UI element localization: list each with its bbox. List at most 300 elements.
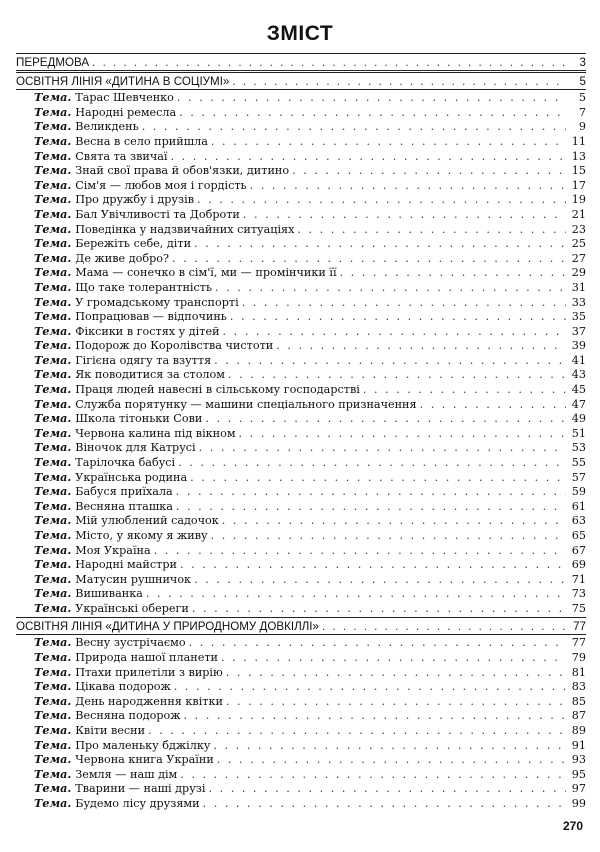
toc-topic-title: Великдень	[75, 120, 139, 134]
toc-topic-label	[16, 105, 176, 120]
toc-topic[interactable]	[16, 222, 586, 237]
dot-leader	[211, 135, 566, 149]
toc-topic-label	[16, 470, 187, 485]
tema-prefix: Тема.	[34, 586, 72, 601]
tema-prefix: Тема.	[34, 221, 72, 236]
toc-topic-title: Бал Увічливості та Доброти	[75, 207, 240, 221]
toc-topic-page: 99	[571, 796, 586, 810]
toc-topic-label	[16, 723, 145, 738]
toc-topic-label	[16, 178, 247, 193]
tema-prefix: Тема.	[34, 279, 72, 294]
toc-topic[interactable]	[16, 310, 586, 325]
toc-topic-label	[16, 265, 337, 280]
toc-topic-page: 65	[571, 529, 586, 542]
toc-topic-page: 87	[571, 709, 586, 723]
toc-topic-page: 59	[571, 485, 586, 499]
tema-prefix: Тема.	[34, 600, 72, 615]
tema-prefix: Тема.	[34, 133, 72, 148]
toc-topic-title: Свята та звичаї	[75, 149, 168, 163]
toc-topic-title: Служба порятунку — машини спеціального призначення	[75, 397, 417, 411]
toc-topic-title: Мій улюблений садочок	[75, 514, 219, 528]
toc-topic-title: Мама — сонечко в сім'ї, ми — промінчики її	[75, 266, 337, 280]
toc-topic-label	[16, 708, 181, 723]
toc-topic[interactable]	[16, 280, 586, 295]
toc-topic-title: Червона калина під вікном	[75, 426, 236, 440]
tema-prefix: Тема.	[34, 396, 72, 411]
tema-prefix: Тема.	[34, 192, 72, 207]
tema-prefix: Тема.	[34, 528, 72, 542]
tema-prefix: Тема.	[34, 484, 72, 499]
dot-leader	[170, 150, 566, 164]
tema-prefix: Тема.	[34, 323, 72, 338]
toc-topic-label	[16, 367, 225, 382]
toc-topic-page: 91	[571, 738, 586, 752]
toc-topic-label	[16, 455, 175, 470]
toc-topic-label	[16, 665, 223, 680]
toc-topic-title: День народження квітки	[75, 694, 223, 708]
toc-topic-title: Гігієна одягу та взуття	[75, 353, 212, 367]
tema-prefix: Тема.	[34, 177, 72, 192]
toc-topic-label	[16, 309, 227, 324]
toc-topic-page: 89	[571, 723, 586, 737]
toc-topic-label	[16, 280, 212, 295]
toc-topic-title: Сім'я — любов моя і гордість	[75, 178, 247, 192]
toc-section-page: 5	[579, 74, 586, 88]
tema-prefix: Тема.	[34, 766, 72, 781]
toc-topic-title: Подорож до Королівства чистоти	[75, 339, 274, 353]
toc-topic-page: 49	[571, 412, 586, 426]
toc-topic-title: Українські обереги	[75, 601, 189, 615]
toc-topic[interactable]	[16, 738, 586, 753]
toc-preface[interactable]	[16, 53, 586, 71]
dot-leader	[297, 223, 566, 237]
toc-topic-page: 19	[571, 193, 586, 207]
tema-prefix: Тема.	[34, 635, 72, 650]
toc-topic-page: 67	[571, 543, 586, 557]
toc-topic[interactable]	[16, 572, 586, 587]
toc-section-label: ОСВІТНЯ ЛІНІЯ «ДИТИНА У ПРИРОДНОМУ ДОВКІЛЛІ»	[16, 619, 319, 633]
toc-topic-label	[16, 484, 173, 499]
dot-leader	[230, 310, 566, 324]
dot-leader	[292, 164, 566, 178]
dot-leader	[205, 412, 566, 426]
toc-topic-label	[16, 426, 236, 441]
toc-topic-page: 9	[578, 120, 586, 134]
toc-topic-page: 71	[571, 572, 586, 586]
toc-topic-page: 11	[571, 134, 586, 148]
toc-topic-label	[16, 397, 417, 412]
toc-topic-label	[16, 411, 202, 426]
toc-section[interactable]	[16, 72, 586, 90]
dot-leader	[276, 339, 566, 353]
toc-topic[interactable]	[16, 514, 586, 529]
page-title: ЗМІСТ	[266, 22, 334, 45]
toc-topic[interactable]	[16, 665, 586, 680]
dot-leader	[223, 325, 566, 339]
toc-topic-title: Про маленьку бджілку	[75, 738, 211, 752]
dot-leader	[221, 651, 566, 665]
dot-leader	[180, 558, 566, 572]
toc-topic-label	[16, 513, 219, 528]
tema-prefix: Тема.	[34, 90, 72, 105]
dot-leader	[197, 193, 566, 207]
tema-prefix: Тема.	[34, 119, 72, 134]
tema-prefix: Тема.	[34, 664, 72, 679]
toc-topic-page: 21	[571, 207, 586, 221]
toc-topic-page: 23	[571, 222, 586, 236]
toc-topic-page: 45	[571, 383, 586, 397]
tema-prefix: Тема.	[34, 693, 72, 708]
toc-topic[interactable]	[16, 782, 586, 797]
dot-leader	[148, 724, 566, 738]
dot-leader	[194, 237, 566, 251]
toc-topic-title: Весну зустрічаємо	[75, 636, 186, 650]
toc-topic-label	[16, 119, 139, 134]
toc-topic[interactable]	[16, 723, 586, 738]
tema-prefix: Тема.	[34, 163, 72, 178]
dot-leader	[179, 106, 566, 120]
toc-preface-page: 3	[579, 55, 586, 69]
toc-topic-page: 33	[571, 295, 586, 309]
toc-topic-label	[16, 679, 171, 694]
toc-topic-title: Тарас Шевченко	[75, 91, 174, 105]
tema-prefix: Тема.	[34, 795, 72, 810]
toc-topic[interactable]	[16, 455, 586, 470]
toc-topic-title: Будемо лісу друзями	[75, 796, 200, 810]
toc-topic-title: Бабуся приїхала	[75, 485, 173, 499]
toc-topic-label	[16, 781, 205, 796]
toc-topic[interactable]	[16, 178, 586, 193]
toc-topic[interactable]	[16, 295, 586, 310]
dot-leader	[211, 529, 566, 543]
dot-leader	[250, 179, 566, 193]
toc-topic-label	[16, 324, 220, 339]
tema-prefix: Тема.	[34, 498, 72, 513]
tema-prefix: Тема.	[34, 469, 72, 484]
toc-topic-page: 7	[578, 105, 586, 119]
dot-leader	[184, 709, 566, 723]
toc-topic-page: 53	[571, 441, 586, 455]
tema-prefix: Тема.	[34, 236, 72, 251]
dot-leader	[172, 252, 566, 266]
tema-prefix: Тема.	[34, 425, 72, 440]
toc-topic[interactable]	[16, 134, 586, 149]
toc-topic[interactable]	[16, 753, 586, 768]
toc-topic-page: 47	[571, 397, 586, 411]
toc-topic[interactable]	[16, 426, 586, 441]
dot-leader	[242, 296, 566, 310]
toc-topic-title: Тарілочка бабусі	[75, 456, 176, 470]
toc-topic-page: 35	[571, 310, 586, 324]
dot-leader	[226, 695, 566, 709]
toc-topic-label	[16, 192, 194, 207]
toc-topic[interactable]	[16, 470, 586, 485]
toc-topic[interactable]	[16, 324, 586, 339]
toc-topic-title: Птахи прилетіли з вирію	[75, 665, 223, 679]
toc-topic-title: Квіти весни	[75, 723, 146, 737]
tema-prefix: Тема.	[34, 338, 72, 353]
toc-preface-label: ПЕРЕДМОВА	[16, 55, 90, 69]
toc-topic-label	[16, 353, 211, 368]
toc-topic-title: Про дружбу і друзів	[75, 193, 194, 207]
toc-topic-page: 79	[571, 650, 586, 664]
dot-leader	[214, 354, 566, 368]
toc-topic-page: 63	[571, 514, 586, 528]
toc-topic-label	[16, 738, 210, 753]
toc-topic[interactable]	[16, 164, 586, 179]
toc-topic[interactable]	[16, 441, 586, 456]
tema-prefix: Тема.	[34, 752, 72, 767]
toc-topic[interactable]	[16, 412, 586, 427]
toc-topic[interactable]	[16, 237, 586, 252]
toc-topic[interactable]	[16, 650, 586, 665]
toc-topic-page: 31	[571, 280, 586, 294]
toc-topic-page: 37	[571, 324, 586, 338]
toc-topic-label	[16, 694, 223, 709]
dot-leader	[226, 666, 566, 680]
toc-topic[interactable]	[16, 694, 586, 709]
toc-topic-title: Бережіть себе, діти	[75, 237, 192, 251]
toc-topic-page: 97	[571, 782, 586, 796]
tema-prefix: Тема.	[34, 649, 72, 664]
toc-topic-page: 15	[571, 164, 586, 178]
toc-topic-title: Поведінка у надзвичайних ситуаціях	[75, 222, 295, 236]
dot-leader	[177, 91, 566, 105]
tema-prefix: Тема.	[34, 513, 72, 528]
toc-topic-title: Вишиванка	[75, 587, 143, 601]
toc-topic[interactable]	[16, 767, 586, 782]
toc-topic[interactable]	[16, 105, 586, 120]
toc-section-page: 77	[573, 619, 586, 633]
toc-topic-page: 61	[571, 499, 586, 513]
toc-topic-title: Фіксики в гостях у дітей	[75, 324, 220, 338]
tema-prefix: Тема.	[34, 104, 72, 119]
toc-topic-page: 69	[571, 558, 586, 572]
toc-topic-page: 17	[571, 178, 586, 192]
toc-topic-page: 55	[571, 456, 586, 470]
dot-leader	[142, 120, 566, 134]
dot-leader	[420, 398, 566, 412]
dot-leader	[199, 441, 566, 455]
toc-topic-label	[16, 251, 169, 266]
toc-topic-page: 43	[571, 368, 586, 382]
toc-topic[interactable]	[16, 207, 586, 222]
toc-topic-label	[16, 572, 191, 587]
dot-leader	[239, 427, 566, 441]
toc-topic-label	[16, 90, 174, 105]
toc-topic-label	[16, 499, 173, 514]
tema-prefix: Тема.	[34, 294, 72, 309]
toc-topic-label	[16, 650, 218, 665]
toc-topic-page: 93	[571, 753, 586, 767]
toc-topic-title: У громадському транспорті	[75, 295, 239, 309]
dot-leader	[203, 797, 566, 811]
toc-topic-page: 77	[571, 636, 586, 650]
toc-topic[interactable]	[16, 796, 586, 811]
toc-topic-title: Школа тітоньки Сови	[75, 412, 203, 426]
toc-topic-page: 25	[571, 237, 586, 251]
dot-leader	[146, 587, 566, 601]
tema-prefix: Тема.	[34, 722, 72, 737]
toc-topic-label	[16, 222, 294, 237]
toc-topic-title: Як поводитися за столом	[75, 368, 225, 382]
toc-topic-title: Праця людей навесні в сільському господарстві	[75, 383, 360, 397]
toc-topic[interactable]	[16, 636, 586, 651]
toc-topic-label	[16, 134, 208, 149]
toc-topic[interactable]	[16, 193, 586, 208]
toc-topic-label	[16, 767, 177, 782]
tema-prefix: Тема.	[34, 352, 72, 367]
toc-topic-label	[16, 557, 177, 572]
toc-topic-page: 41	[571, 353, 586, 367]
toc-topic[interactable]	[16, 485, 586, 500]
toc-topic[interactable]	[16, 382, 586, 397]
tema-prefix: Тема.	[34, 309, 72, 324]
toc-topic-page: 83	[571, 680, 586, 694]
toc-topic[interactable]	[16, 587, 586, 602]
toc-topic-page: 13	[571, 149, 586, 163]
tema-prefix: Тема.	[34, 206, 72, 221]
toc-topic-title: Моя Україна	[75, 543, 151, 557]
dot-leader	[189, 636, 566, 650]
dot-leader	[190, 471, 566, 485]
toc-topic-title: Весняна подорож	[75, 709, 181, 723]
toc-topic-page: 39	[571, 339, 586, 353]
toc-topic[interactable]	[16, 528, 586, 543]
toc-topic-title: Матусин рушничок	[75, 572, 192, 586]
tema-prefix: Тема.	[34, 411, 72, 426]
toc-topic-title: Народні ремесла	[75, 105, 177, 119]
toc-topic-title: Де живе добро?	[75, 251, 169, 265]
toc-topic[interactable]	[16, 543, 586, 558]
toc-topic-title: Місто, у якому я живу	[75, 529, 208, 542]
toc-topic-label	[16, 752, 214, 767]
dot-leader	[340, 266, 566, 280]
dot-leader	[243, 208, 566, 222]
toc-topic-page: 51	[571, 426, 586, 440]
toc-topic[interactable]	[16, 353, 586, 368]
toc-topic-label	[16, 163, 289, 178]
tema-prefix: Тема.	[34, 557, 72, 572]
toc-topic-label	[16, 338, 273, 353]
toc-topic-title: Попрацював — відпочинь	[75, 310, 227, 324]
toc-topic-label	[16, 207, 240, 222]
dot-leader	[322, 619, 566, 634]
toc-topic[interactable]	[16, 397, 586, 412]
toc-topic-title: Що таке толерантність	[75, 280, 213, 294]
toc-topic-title: Весна в село прийшла	[75, 134, 208, 148]
toc-topic-title: Природа нашої планети	[75, 650, 218, 664]
toc-topic-label	[16, 528, 208, 543]
toc-topic[interactable]	[16, 680, 586, 695]
tema-prefix: Тема.	[34, 571, 72, 586]
table-of-contents	[16, 53, 586, 811]
toc-topic-label	[16, 382, 360, 397]
toc-topic-label	[16, 295, 239, 310]
dot-leader	[178, 456, 566, 470]
toc-topic-title: Цікава подорож	[75, 680, 171, 694]
page-number: 270	[562, 819, 583, 833]
toc-topic[interactable]	[16, 120, 586, 135]
tema-prefix: Тема.	[34, 455, 72, 470]
dot-leader	[213, 739, 566, 753]
toc-topic-page: 75	[571, 601, 586, 615]
dot-leader	[363, 383, 566, 397]
toc-topic-title: Тварини — наші друзі	[75, 782, 206, 796]
toc-section-label: ОСВІТНЯ ЛІНІЯ «ДИТИНА В СОЦІУМІ»	[16, 74, 230, 88]
toc-topic-label	[16, 635, 186, 650]
toc-topic-page: 95	[571, 767, 586, 781]
toc-topic-label	[16, 543, 151, 558]
toc-topic[interactable]	[16, 499, 586, 514]
dot-leader	[215, 281, 566, 295]
toc-topic-page: 29	[571, 266, 586, 280]
dot-leader	[208, 782, 566, 796]
tema-prefix: Тема.	[34, 367, 72, 382]
tema-prefix: Тема.	[34, 708, 72, 723]
toc-topic-page: 27	[571, 251, 586, 265]
toc-topic-label	[16, 601, 189, 616]
toc-topic-label	[16, 440, 196, 455]
toc-topic[interactable]	[16, 368, 586, 383]
tema-prefix: Тема.	[34, 440, 72, 455]
toc-topic[interactable]	[16, 601, 586, 616]
toc-topic-label	[16, 236, 191, 251]
toc-topic[interactable]	[16, 266, 586, 281]
tema-prefix: Тема.	[34, 737, 72, 752]
tema-prefix: Тема.	[34, 265, 72, 280]
toc-topic-title: Знай свої права й обов'язки, дитино	[75, 164, 290, 178]
toc-topic-page: 73	[571, 587, 586, 601]
dot-leader	[232, 74, 566, 89]
toc-topic-page: 5	[578, 91, 586, 105]
toc-topic-title: Весняна пташка	[75, 499, 173, 513]
toc-topic[interactable]	[16, 149, 586, 164]
tema-prefix: Тема.	[34, 679, 72, 694]
toc-topic-label	[16, 149, 167, 164]
toc-topic[interactable]	[16, 91, 586, 106]
toc-topic[interactable]	[16, 339, 586, 354]
toc-topic-title: Віночок для Катрусі	[75, 441, 196, 455]
toc-topic-page: 57	[571, 470, 586, 484]
tema-prefix: Тема.	[34, 542, 72, 557]
tema-prefix: Тема.	[34, 148, 72, 163]
dot-leader	[154, 544, 566, 558]
dot-leader	[92, 55, 566, 70]
dot-leader	[192, 602, 566, 616]
dot-leader	[176, 485, 566, 499]
dot-leader	[228, 368, 566, 382]
toc-topic-title: Земля — наш дім	[75, 767, 178, 781]
dot-leader	[176, 500, 566, 514]
tema-prefix: Тема.	[34, 250, 72, 265]
toc-topic-title: Червона книга України	[75, 753, 214, 767]
toc-topic-page: 81	[571, 665, 586, 679]
dot-leader	[194, 573, 566, 587]
dot-leader	[222, 514, 566, 528]
toc-section[interactable]	[16, 617, 586, 635]
toc-topic-label	[16, 586, 143, 601]
dot-leader	[174, 680, 566, 694]
toc-topic-page: 85	[571, 694, 586, 708]
toc-topic[interactable]	[16, 558, 586, 573]
toc-topic[interactable]	[16, 251, 586, 266]
toc-topic-title: Українська родина	[75, 470, 188, 484]
tema-prefix: Тема.	[34, 781, 72, 796]
tema-prefix: Тема.	[34, 382, 72, 397]
toc-topic[interactable]	[16, 709, 586, 724]
toc-topic-label	[16, 796, 200, 811]
